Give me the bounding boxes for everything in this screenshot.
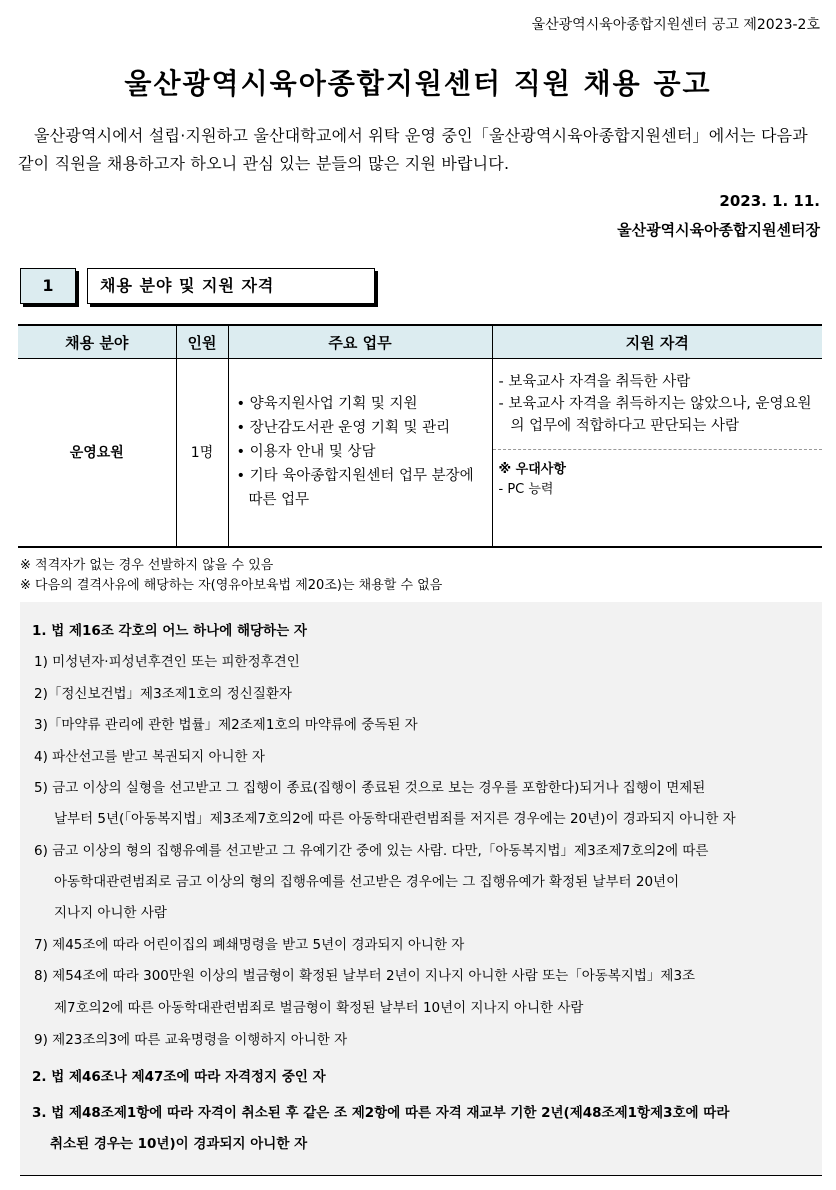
preference-block — [493, 450, 823, 512]
disqualification-item-continued: 아동학대관련범죄로 금고 이상의 형의 집행유예를 선고받은 경우에는 그 집행유예가 확정된 날부터 20년이 — [54, 874, 680, 890]
disqualification-item: 2)「정신보건법」제3조제1호의 정신질환자 — [34, 686, 292, 702]
disqualification-item-continued: 날부터 5년(「아동복지법」제3조제7호의2에 따른 아동학대관련범죄를 저지른 경우에는 20년)이 경과되지 아니한 자 — [54, 811, 736, 827]
header-duties: 주요 업무 — [228, 325, 492, 359]
duty-item: • 장난감도서관 운영 기획 및 관리 — [236, 420, 451, 437]
count-cell: 1명 — [176, 359, 228, 547]
header-qualifications: 지원 자격 — [492, 325, 822, 359]
disqualification-item: 9) 제23조의3에 따른 교육명령을 이행하지 아니한 자 — [34, 1032, 348, 1048]
disqualification-item: 6) 금고 이상의 형의 집행유예를 선고받고 그 유예기간 중에 있는 사람. 다만,「아동복지법」제3조제7호의2에 따른 — [34, 843, 709, 859]
disqualification-item: 5) 금고 이상의 실형을 선고받고 그 집행이 종료(집행이 종료된 것으로 보는 경우를 포함한다)되거나 집행이 면제된 — [34, 780, 706, 796]
duty-item: • 기타 육아종합지원센터 업무 분장에 따른 업무 — [236, 468, 474, 509]
disqualification-item: 8) 제54조에 따라 300만원 이상의 벌금형이 확정된 날부터 2년이 지나지 아니한 사람 또는「아동복지법」제3조 — [34, 968, 696, 984]
disqualification-item-continued: 지나지 아니한 사람 — [54, 905, 167, 921]
field-cell: 운영요원 — [18, 359, 176, 547]
disqualification-item: 4) 파산선고를 받고 복권되지 아니한 자 — [34, 749, 265, 765]
recruitment-table — [18, 324, 822, 548]
header-field: 채용 분야 — [18, 325, 176, 359]
page-title: 울산광역시육아종합지원센터 직원 채용 공고 — [124, 67, 712, 100]
disqualification-main-2: 2. 법 제46조나 제47조에 따라 자격정지 중인 자 — [32, 1069, 326, 1085]
intro-paragraph: 울산광역시에서 설립·지원하고 울산대학교에서 위탁 운영 중인「울산광역시육아종합지원센터」에서는 다음과 같이 직원을 채용하고자 하오니 관심 있는 분들의 많은 지원 바랍니다. — [18, 126, 808, 173]
disqualification-main-3-continued: 취소된 경우는 10년)이 경과되지 아니한 자 — [50, 1136, 308, 1152]
note-item: ※ 적격자가 없는 경우 선발하지 않을 수 있음 — [20, 558, 274, 573]
table-header-row — [18, 325, 822, 359]
disqualification-item: 1) 미성년자·피성년후견인 또는 피한정후견인 — [34, 654, 300, 670]
duty-item: • 이용자 안내 및 상담 — [236, 444, 376, 461]
disqualification-main-3: 3. 법 제48조제1항에 따라 자격이 취소된 후 같은 조 제2항에 따른 자격 재교부 기한 2년(제48조제1항제3호에 따라 — [32, 1105, 730, 1121]
disqualification-item: 3)「마약류 관리에 관한 법률」제2조제1호의 마약류에 중독된 자 — [34, 717, 418, 733]
issuer-name: 울산광역시육아종합지원센터장 — [617, 221, 820, 239]
disqualification-item: 7) 제45조에 따라 어린이집의 폐쇄명령을 받고 5년이 경과되지 아니한 자 — [34, 937, 465, 953]
section-number: 1 — [20, 268, 76, 304]
notes — [20, 556, 442, 596]
disqualification-box — [20, 602, 822, 1176]
qualification-item: - 보육교사 자격을 취득하지는 않았으나, 운영요원의 업무에 적합하다고 판단되는 사람 — [498, 396, 812, 434]
duty-item: • 양육지원사업 기획 및 지원 — [236, 396, 418, 413]
note-item: ※ 다음의 결격사유에 해당하는 자(영유아보육법 제20조)는 채용할 수 없음 — [20, 578, 443, 593]
disqualification-main-1: 1. 법 제16조 각호의 어느 하나에 해당하는 자 — [32, 623, 307, 639]
announcement-date: 2023. 1. 11. — [719, 192, 820, 210]
section-title: 채용 분야 및 지원 자격 — [87, 268, 375, 304]
qualifications-cell — [492, 359, 822, 547]
notice-number: 울산광역시육아종합지원센터 공고 제2023-2호 — [531, 17, 820, 33]
duties-cell — [228, 359, 492, 547]
disqualification-item-continued: 제7호의2에 따른 아동학대관련범죄로 벌금형이 확정된 날부터 10년이 지나지 아니한 사람 — [54, 1000, 584, 1016]
preference-title: ※ 우대사항 — [498, 462, 566, 477]
qualification-item: - 보육교사 자격을 취득한 사람 — [498, 374, 691, 390]
preference-item: - PC 능력 — [498, 482, 554, 497]
table-row — [18, 359, 822, 547]
header-count: 인원 — [176, 325, 228, 359]
qualification-list — [493, 359, 823, 450]
duties-list — [229, 392, 492, 512]
